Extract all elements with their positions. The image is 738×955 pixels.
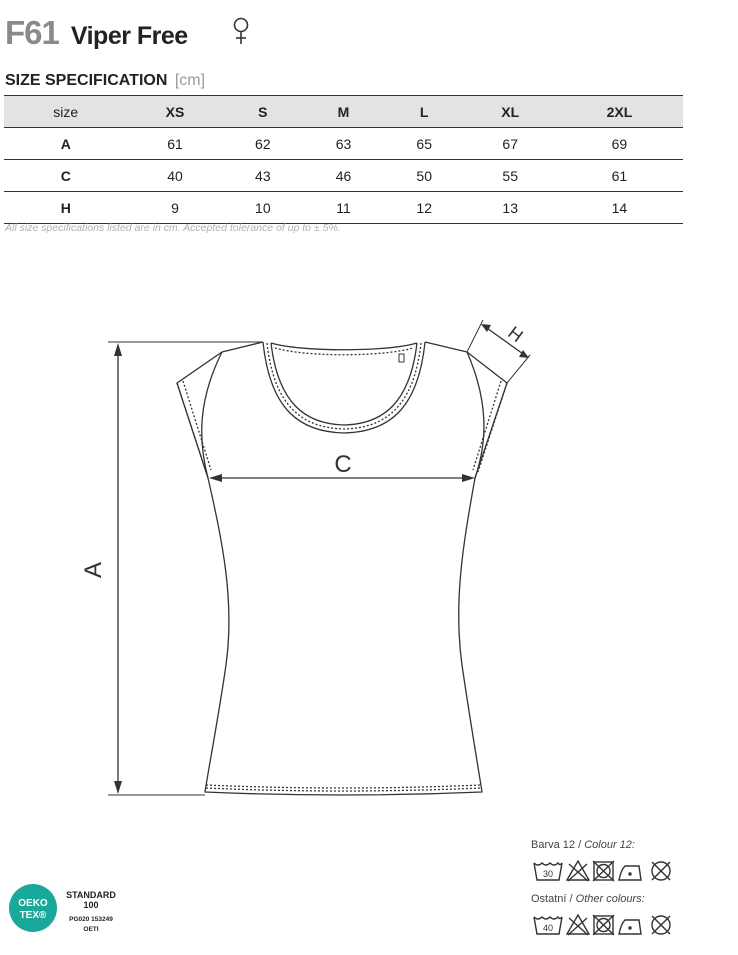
wash-icon xyxy=(534,863,562,880)
dim-h-arrow-b xyxy=(519,350,529,358)
dim-h-ext-top xyxy=(467,320,483,352)
table-cell: 63 xyxy=(303,128,384,160)
table-cell: 9 xyxy=(128,192,223,224)
female-icon xyxy=(232,16,250,46)
care-label-other xyxy=(531,893,645,905)
left-sleeve-seam xyxy=(202,352,222,478)
neck-label xyxy=(399,354,404,362)
care-other-cz: Ostatní / xyxy=(531,893,573,905)
col-xl: XL xyxy=(465,96,556,128)
no-tumble-dry-icon xyxy=(593,915,614,935)
table-cell: 50 xyxy=(384,160,465,192)
table-cell: 55 xyxy=(465,160,556,192)
col-l: L xyxy=(384,96,465,128)
table-cell: 10 xyxy=(222,192,303,224)
care-colour12-cz: Barva 12 / xyxy=(531,839,582,851)
table-cell: 40 xyxy=(128,160,223,192)
table-cell: 69 xyxy=(556,128,683,160)
dim-a-arrow-top xyxy=(114,343,122,356)
oeko-tex-logo xyxy=(8,883,58,933)
hem-stitch xyxy=(206,785,481,788)
table-cell: 46 xyxy=(303,160,384,192)
table-row xyxy=(4,128,683,160)
table-cell: 43 xyxy=(222,160,303,192)
table-cell: 67 xyxy=(465,128,556,160)
iron-icon xyxy=(619,920,641,934)
table-cell: 62 xyxy=(222,128,303,160)
product-header xyxy=(5,14,188,54)
iron-icon xyxy=(619,866,641,880)
care-colour12-en: Colour 12: xyxy=(584,839,635,851)
col-size: size xyxy=(4,96,128,128)
product-code: F61 xyxy=(5,14,59,51)
size-spec-unit: [cm] xyxy=(174,72,206,89)
back-neck-stitch xyxy=(275,348,413,355)
row-label: C xyxy=(4,160,128,192)
table-cell: 61 xyxy=(128,128,223,160)
table-cell: 12 xyxy=(384,192,465,224)
wash-icon xyxy=(534,917,562,934)
dim-c-arrow-right xyxy=(462,474,475,482)
table-cell: 13 xyxy=(465,192,556,224)
dim-h-arrow-a xyxy=(481,324,491,332)
no-dry-clean-icon xyxy=(652,916,670,934)
care-icons-other xyxy=(533,912,683,938)
tshirt-diagram xyxy=(0,300,738,810)
no-bleach-icon xyxy=(567,861,589,881)
care-label-colour12 xyxy=(531,839,635,851)
oeko-logo-top: OEKO xyxy=(18,898,48,909)
col-xs: XS xyxy=(128,96,223,128)
size-table-header xyxy=(4,96,683,128)
wash-temp: 40 xyxy=(542,923,554,933)
no-bleach-icon xyxy=(567,915,589,935)
row-label: A xyxy=(4,128,128,160)
no-dry-clean-icon xyxy=(652,862,670,880)
no-tumble-dry-icon xyxy=(593,861,614,881)
wash-temp: 30 xyxy=(542,869,554,879)
table-row xyxy=(4,192,683,224)
dim-c-arrow-left xyxy=(209,474,222,482)
col-s: S xyxy=(222,96,303,128)
oeko-institute: OETI xyxy=(83,926,99,933)
oeko-standard: STANDARD xyxy=(66,890,116,900)
table-row xyxy=(4,160,683,192)
oeko-certificate: PG020 153249 xyxy=(69,916,113,923)
col-2xl: 2XL xyxy=(556,96,683,128)
table-cell: 61 xyxy=(556,160,683,192)
oeko-logo-bottom: TEX® xyxy=(19,910,47,921)
care-icons-colour12 xyxy=(533,858,683,884)
neckline-stitch xyxy=(267,343,421,429)
label-c: C xyxy=(334,451,352,478)
right-sleeve-hem-2 xyxy=(473,381,501,470)
col-m: M xyxy=(303,96,384,128)
oeko-standard-no: 100 xyxy=(83,900,99,910)
care-other-en: Other colours: xyxy=(575,893,645,905)
size-spec-title-text: SIZE SPECIFICATION xyxy=(5,72,168,89)
label-h: H xyxy=(504,322,527,347)
oeko-tex-text xyxy=(62,890,120,935)
size-spec-title xyxy=(5,72,205,90)
dim-a-arrow-bottom xyxy=(114,781,122,794)
shirt-outline xyxy=(177,342,507,795)
label-a: A xyxy=(80,561,107,579)
product-name: Viper Free xyxy=(70,22,188,50)
dim-h-ext-bottom xyxy=(507,355,530,383)
table-cell: 11 xyxy=(303,192,384,224)
back-neck xyxy=(271,343,417,350)
table-cell: 65 xyxy=(384,128,465,160)
tolerance-note: All size specifications listed are in cm. Accepted tolerance of up to ± 5%. xyxy=(5,222,341,234)
neckline-outer xyxy=(263,342,425,433)
row-label: H xyxy=(4,192,128,224)
table-cell: 14 xyxy=(556,192,683,224)
size-table xyxy=(4,95,683,224)
